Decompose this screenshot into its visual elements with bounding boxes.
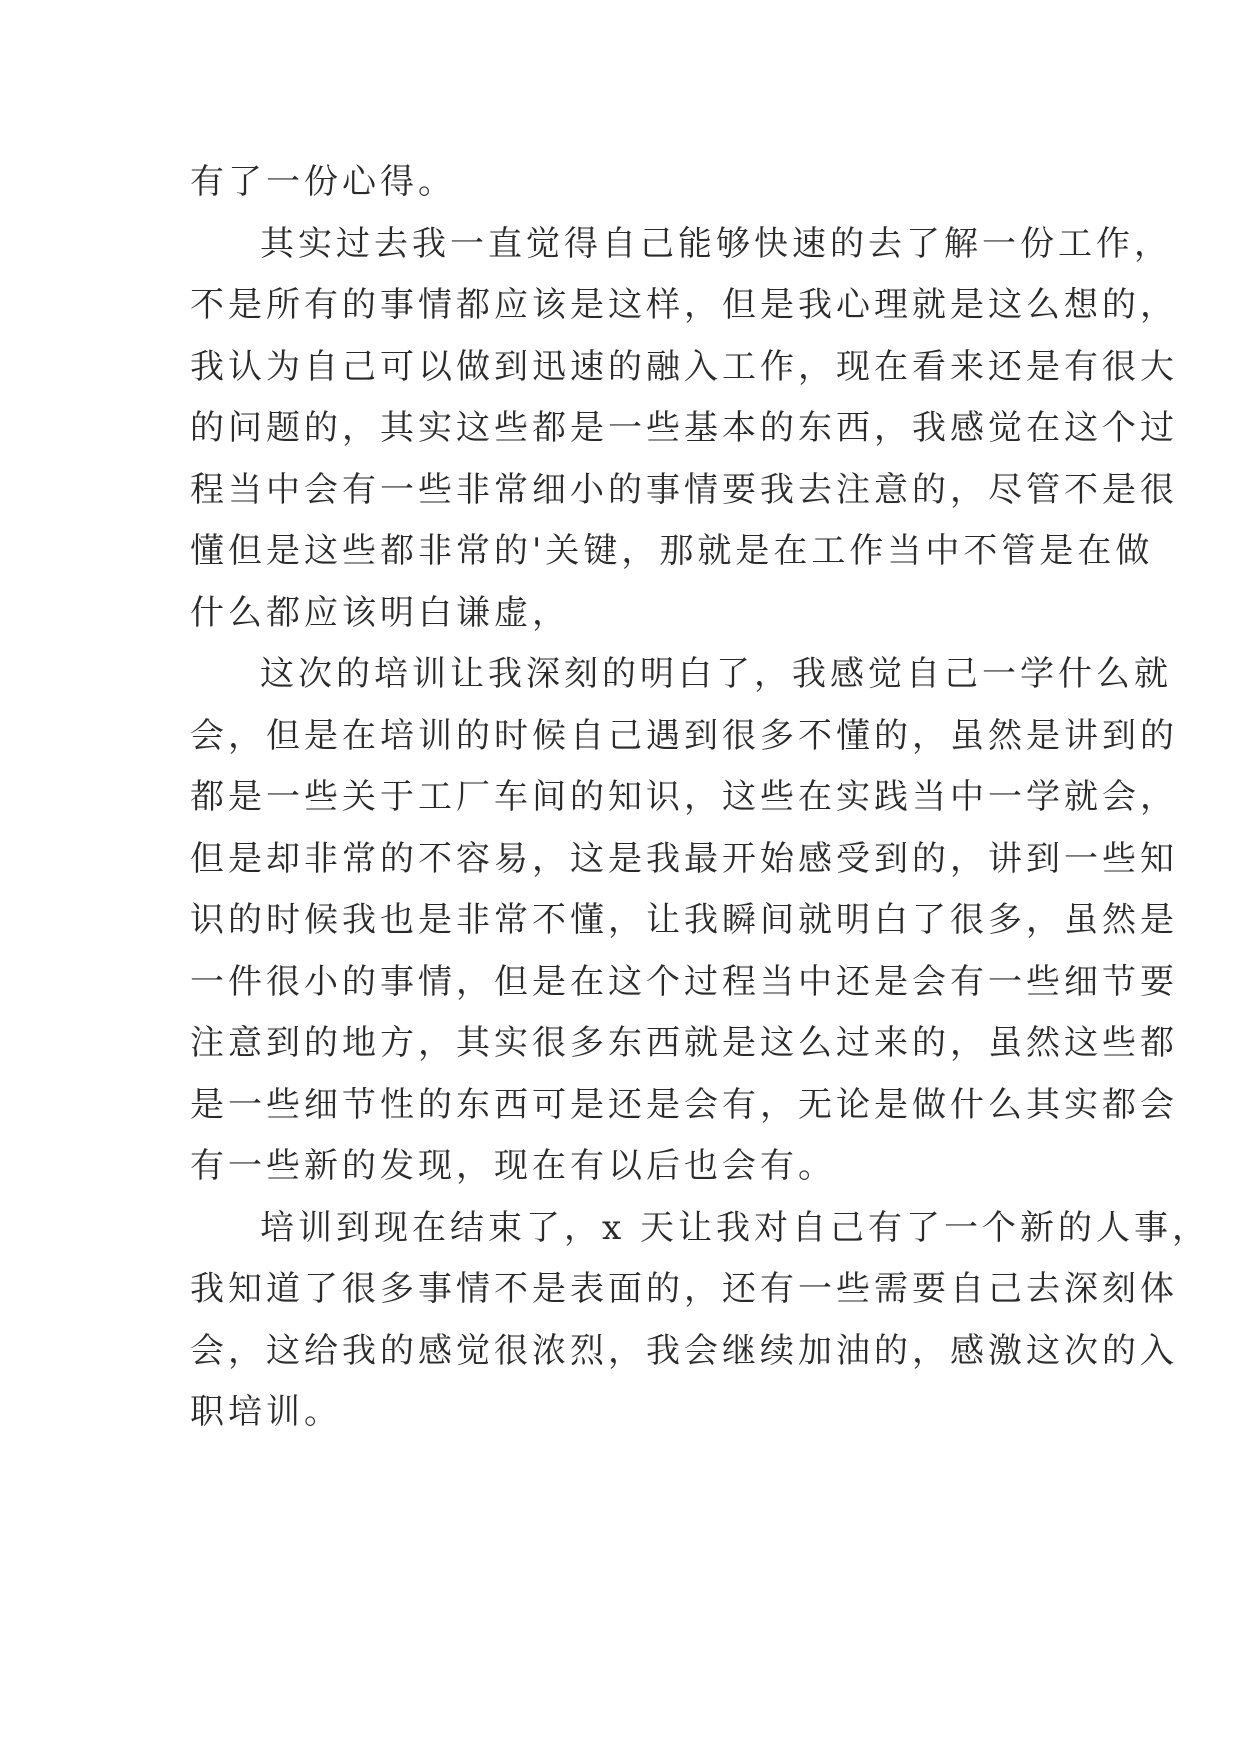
text-line: 职培训。	[190, 1392, 342, 1432]
text-line: 我认为自己可以做到迅速的融入工作，现在看来还是有很大	[190, 346, 1178, 387]
text-line: 的问题的，其实这些都是一些基本的东西，我感觉在这个过	[190, 408, 1178, 448]
paragraph	[190, 1198, 1210, 1444]
text-line: 培训到现在结束了，x 天让我对自己有了一个新的人事，	[260, 1207, 1210, 1248]
paragraph	[190, 214, 1178, 645]
text-line: 我知道了很多事情不是表面的，还有一些需要自己去深刻体	[190, 1269, 1178, 1309]
text-line: 不是所有的事情都应该是这样，但是我心理就是这么想的，	[190, 285, 1178, 325]
text-line: 注意到的地方，其实很多东西就是这么过来的，虽然这些都	[190, 1023, 1178, 1063]
text-line: 都是一些关于工厂车间的知识，这些在实践当中一学就会，	[190, 777, 1178, 817]
text-line: 有一些新的发现，现在有以后也会有。	[190, 1146, 836, 1186]
text-line: 识的时候我也是非常不懂，让我瞬间就明白了很多，虽然是	[190, 900, 1178, 940]
text-line: 这次的培训让我深刻的明白了，我感觉自己一学什么就	[260, 654, 1172, 694]
text-line: 会，这给我的感觉很浓烈，我会继续加油的，感激这次的入	[190, 1330, 1178, 1371]
text-line: 是一些细节性的东西可是还是会有，无论是做什么其实都会	[190, 1084, 1178, 1125]
document-body	[190, 152, 1210, 1444]
text-line: 一件很小的事情，但是在这个过程当中还是会有一些细节要	[190, 961, 1178, 1002]
text-line: 会，但是在培训的时候自己遇到很多不懂的，虽然是讲到的	[190, 715, 1178, 756]
text-line: 但是却非常的不容易，这是我最开始感受到的，讲到一些知	[190, 838, 1178, 879]
paragraph	[190, 152, 1075, 214]
text-line: 其实过去我一直觉得自己能够快速的去了解一份工作，	[260, 223, 1172, 264]
text-line: 程当中会有一些非常细小的事情要我去注意的，尽管不是很	[190, 469, 1178, 510]
paragraph	[190, 644, 1178, 1198]
text-line: 有了一份心得。	[190, 162, 456, 202]
text-line: 懂但是这些都非常的'关键，那就是在工作当中不管是在做	[190, 531, 1154, 571]
text-line: 什么都应该明白谦虚，	[190, 592, 570, 633]
